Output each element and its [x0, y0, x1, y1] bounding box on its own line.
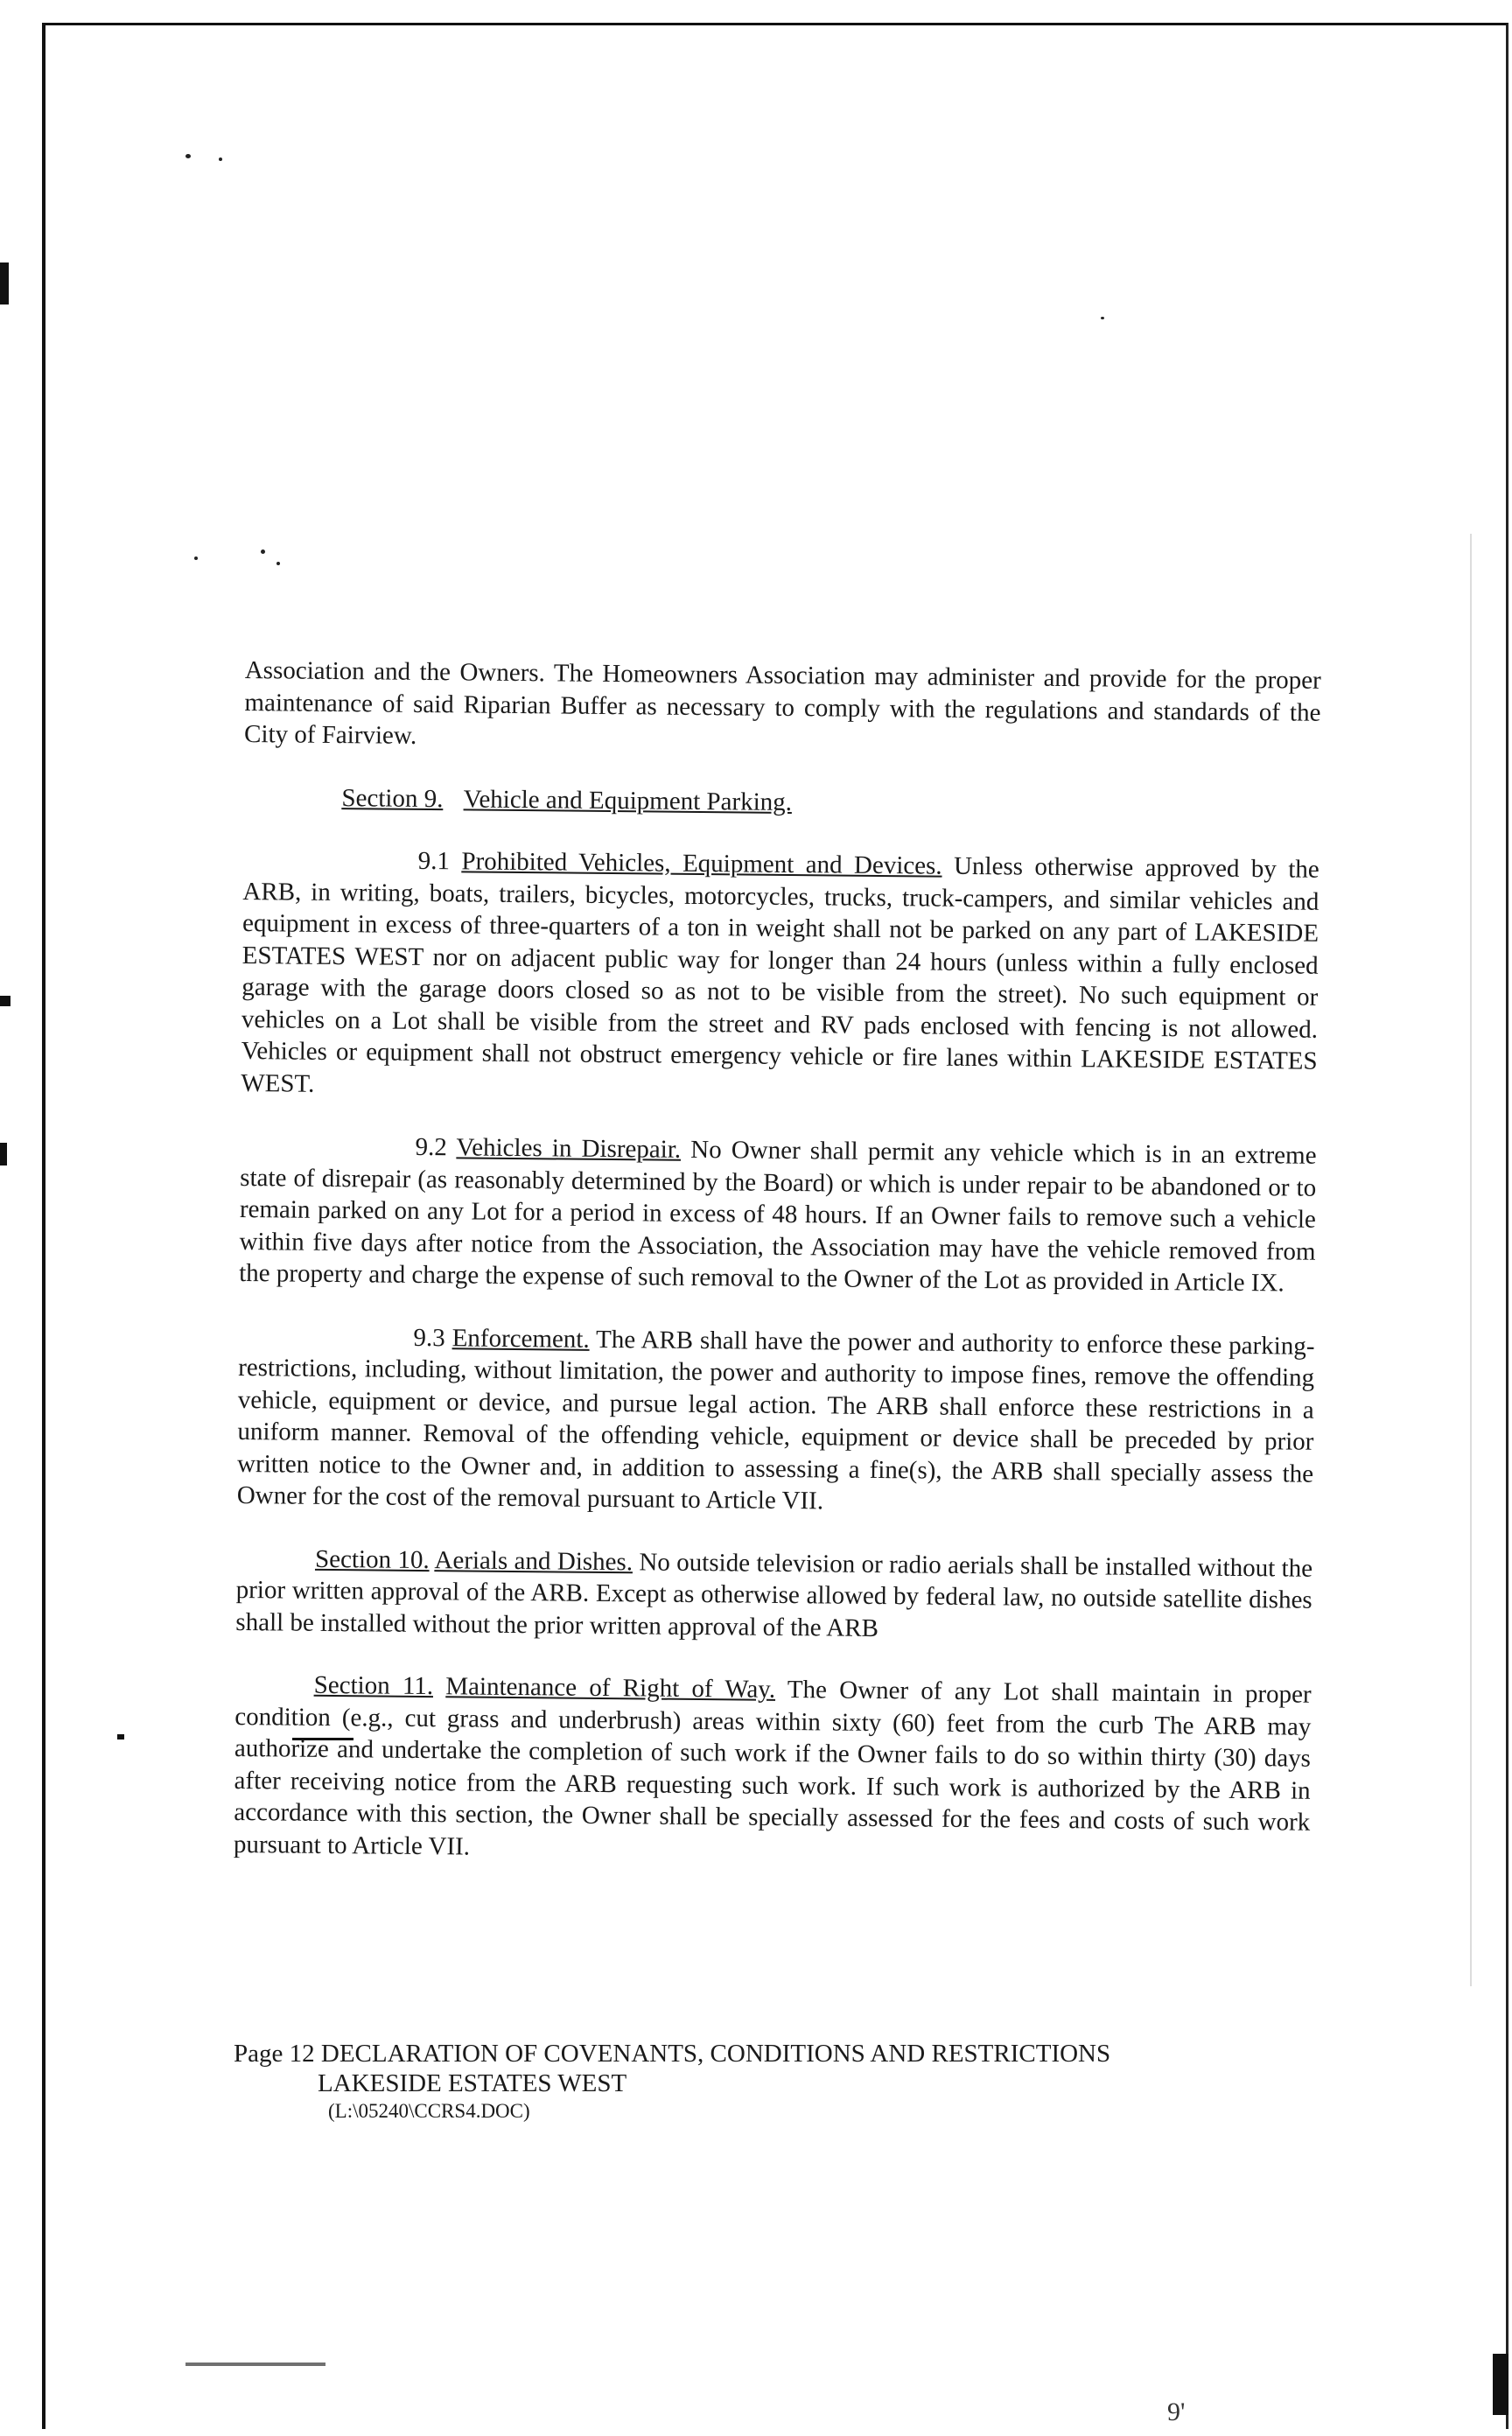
subsection-9-2-body: No Owner shall permit any vehicle which is in an extreme state of disrepair (as reasonably determined by the Board) or which is under repair to be abandoned or to remain parked on any Lot for a period in excess of 48 hours. If an Owner fails to remove such a vehicle within five days after notice from the Association, the Association may have the vehicle removed from the property and charge the expense of such removal to the Owner of the Lot as provided in Article IX.	[239, 1135, 1317, 1298]
footer-title-line-1: DECLARATION OF COVENANTS, CONDITIONS AND RESTRICTIONS	[320, 2040, 1111, 2068]
section-11	[234, 1669, 1312, 1871]
footer-title-line-2: LAKESIDE ESTATES WEST	[318, 2069, 627, 2097]
subsection-9-1-heading: Prohibited Vehicles, Equipment and Devices.	[461, 847, 942, 880]
scan-edge-mark	[1493, 2354, 1508, 2415]
page-footer	[234, 2039, 1110, 2124]
scan-edge-mark	[186, 2362, 326, 2366]
section-11-heading: Maintenance of Right of Way.	[445, 1672, 776, 1704]
section-10-body: No outside television or radio aerials shall be installed without the prior written approval of the ARB. Except as otherwise allowed by federal law, no outside satellite dishes shall be installed without the prior written approval of the ARB	[235, 1547, 1313, 1642]
section-9-title: Vehicle and Equipment Parking.	[463, 784, 793, 816]
scan-edge-mark	[0, 262, 9, 304]
subsection-9-3-body: The ARB shall have the power and authority to enforce these parking-restrictions, including, without limitation, the power and authority to impose fines, remove the offending vehicle, equipment or device, and pursue legal action. The ARB shall enforce these restrictions in a uniform manner. Removal of the offending vehicle, equipment or device shall be preceded by prior written notice to the Owner and, in addition to assessing a fine(s), the ARB shall specially assess the Owner for the cost of the removal pursuant to Article VII.	[236, 1325, 1315, 1516]
footer-file-path: (L:\05240\CCRS4.DOC)	[328, 2100, 530, 2122]
section-11-body: The Owner of any Lot shall maintain in proper condition (e.g., cut grass and underbrush) areas within sixty (60) feet from the curb The ARB may authorize and undertake the completion of such work if the Owner fails to do so within thirty (30) days after receiving notice from the ARB requesting such work. If such work is authorized by the ARB in accordance with this section, the Owner shall be specially assessed for the fees and costs of such work pursuant to Article VII.	[233, 1676, 1312, 1861]
intro-paragraph: Association and the Owners. The Homeowners Association may administer and provide for the proper maintenance of said Riparian Buffer as necessary to comply with the regulations and standards of the City of Fairview.	[243, 655, 1321, 750]
scan-speck	[276, 562, 280, 565]
section-11-number: Section 11.	[313, 1670, 434, 1701]
scan-edge-mark	[0, 996, 10, 1006]
subsection-9-2	[239, 1130, 1317, 1299]
subsection-9-3-heading: Enforcement.	[452, 1323, 590, 1354]
scan-speck	[261, 550, 265, 554]
section-10-heading: Aerials and Dishes.	[434, 1545, 634, 1576]
section-9-number: Section 9.	[341, 783, 444, 813]
subsection-9-3-number: 9.3	[413, 1323, 445, 1352]
scan-speck	[194, 556, 198, 560]
footer-line-1	[234, 2039, 1110, 2068]
section-9-heading	[341, 782, 1320, 823]
subsection-9-1-body: Unless otherwise approved by the ARB, in writing, boats, trailers, bicycles, motorcycles, trucks, truck-campers, and similar vehicles and equipment in excess of three-quarters of a ton in weight shall not be parked on any part of LAKESIDE ESTATES WEST nor on adjacent public way for longer than 24 hours (unless within a fully enclosed garage with the garage doors closed so as not to be visible from the street). No such equipment or vehicles on a Lot shall be visible from the street and RV pads enclosed with fencing is not allowed. Vehicles or equipment shall not obstruct emergency vehicle or fire lanes within LAKESIDE ESTATES WEST.	[241, 851, 1320, 1098]
document-body	[233, 654, 1321, 1901]
scan-speck	[1101, 317, 1104, 319]
section-10	[235, 1542, 1312, 1648]
subsection-9-3	[237, 1320, 1315, 1522]
scan-edge-mark	[117, 1734, 124, 1740]
handwritten-corner-mark: 9'	[1167, 2398, 1186, 2426]
scan-speck	[186, 154, 191, 158]
scan-edge-mark	[1470, 534, 1472, 1986]
subsection-9-1	[241, 844, 1320, 1110]
scan-speck	[219, 158, 222, 161]
footer-page-label: Page 12	[234, 2040, 315, 2068]
subsection-9-2-number: 9.2	[415, 1132, 448, 1162]
subsection-9-2-heading: Vehicles in Disrepair.	[456, 1133, 682, 1164]
section-10-number: Section 10.	[314, 1544, 430, 1574]
scan-edge-mark	[0, 1143, 7, 1166]
subsection-9-1-number: 9.1	[417, 846, 451, 876]
